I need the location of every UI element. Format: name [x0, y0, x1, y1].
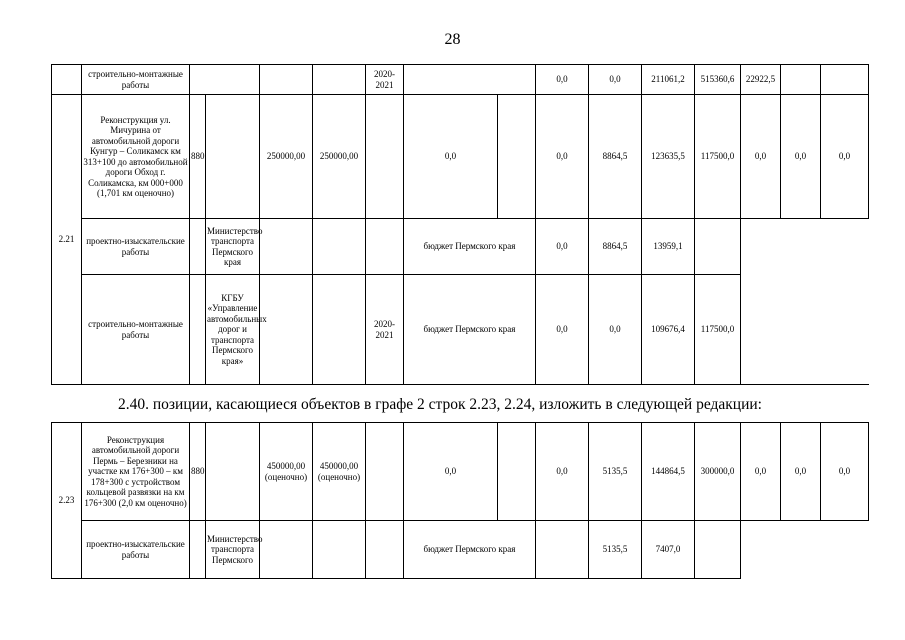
- cell-source: бюджет Пермского края: [404, 521, 536, 579]
- cell-pos: 2.23: [52, 423, 82, 579]
- cell-pos: 2.21: [52, 95, 82, 385]
- cell-v5: 0,0: [741, 95, 781, 219]
- cell-cost2: 450000,00 (оценочно): [313, 423, 366, 521]
- cell-name: проектно-изыскательские работы: [82, 219, 190, 275]
- cell-code: [190, 521, 206, 579]
- cell-v1: [536, 521, 589, 579]
- cell-years: 2020-2021: [366, 65, 404, 95]
- cell-name: строительно-монтажные работы: [82, 65, 190, 95]
- cell-customer: [206, 95, 260, 219]
- cell-v3: 123635,5: [642, 95, 695, 219]
- cell-name: проектно-изыскательские работы: [82, 521, 190, 579]
- cell-code: [190, 219, 206, 275]
- cell-v5: 0,0: [741, 423, 781, 521]
- cell-v4: 515360,6: [695, 65, 741, 95]
- budget-table-part-1: [51, 64, 869, 385]
- cell-cost1: 450000,00 (оценочно): [260, 423, 313, 521]
- page-number: 28: [444, 31, 461, 48]
- cell-cost1: [260, 521, 313, 579]
- table-row: [52, 65, 869, 95]
- cell-v7: [821, 65, 869, 95]
- cell-name: Реконструкция автомобильной дороги Пермь – Березники на участке км 176+300 – км 178+300 с устройством кольцевой развязки на км 176+300 (2,0 км оценочно): [82, 423, 190, 521]
- cell-customer: Министерство транспорта Пермского: [206, 521, 260, 579]
- cell-v6: [781, 65, 821, 95]
- cell-cost2: 250000,00: [313, 95, 366, 219]
- cell-blank: [741, 275, 869, 385]
- table-row: [52, 219, 869, 275]
- budget-table-part-2: [51, 422, 869, 579]
- cell-v4: [695, 219, 741, 275]
- cell-v2: 8864,5: [589, 95, 642, 219]
- cell-v2: 5135,5: [589, 521, 642, 579]
- cell-v4: [695, 521, 741, 579]
- cell-name: Реконструкция ул. Мичурина от автомобильной дороги Кунгур – Соликамск км 313+100 до автомобильной дороги Обход г. Соликамска, км 000+000 (1,701 км оценочно): [82, 95, 190, 219]
- cell-cost1: [260, 65, 313, 95]
- cell-v2: 0,0: [589, 275, 642, 385]
- cell-v2: 0,0: [589, 65, 642, 95]
- cell-v4: 300000,0: [695, 423, 741, 521]
- cell-v1: 0,0: [536, 423, 589, 521]
- cell-cost2: [313, 275, 366, 385]
- cell-code: 880: [190, 423, 206, 521]
- cell-v7: 0,0: [821, 95, 869, 219]
- cell-v1: 0,0: [536, 65, 589, 95]
- cell-pos: [52, 65, 82, 95]
- cell-source: бюджет Пермского края: [404, 275, 536, 385]
- cell-code: 880: [190, 95, 206, 219]
- cell-v3: 211061,2: [642, 65, 695, 95]
- cell-cost2: [313, 219, 366, 275]
- section-heading: 2.40. позиции, касающиеся объектов в графе 2 строк 2.23, 2.24, изложить в следующей редакции:: [118, 396, 762, 413]
- cell-source: [498, 95, 536, 219]
- cell-code: [190, 275, 206, 385]
- cell-v3: 109676,4: [642, 275, 695, 385]
- cell-cost1: [260, 219, 313, 275]
- cell-v2: 5135,5: [589, 423, 642, 521]
- cell-v4: 117500,0: [695, 275, 741, 385]
- cell-v1: 0,0: [536, 95, 589, 219]
- cell-cost2: [313, 65, 366, 95]
- table-row: [52, 95, 869, 219]
- cell-cost1: [260, 275, 313, 385]
- cell-customer: [190, 65, 260, 95]
- table-row: [52, 423, 869, 521]
- cell-v7: 0,0: [821, 423, 869, 521]
- cell-years: [366, 423, 404, 521]
- cell-years: [366, 95, 404, 219]
- cell-years: 2020-2021: [366, 275, 404, 385]
- cell-cost2: [313, 521, 366, 579]
- cell-name: строительно-монтажные работы: [82, 275, 190, 385]
- cell-source: [498, 423, 536, 521]
- table-row: [52, 521, 869, 579]
- cell-v2: 8864,5: [589, 219, 642, 275]
- cell-before: 0,0: [404, 423, 498, 521]
- cell-before: 0,0: [404, 95, 498, 219]
- cell-v5: 22922,5: [741, 65, 781, 95]
- cell-blank: [741, 521, 869, 579]
- cell-years: [366, 521, 404, 579]
- cell-blank: [741, 219, 869, 275]
- cell-customer: [206, 423, 260, 521]
- cell-v3: 13959,1: [642, 219, 695, 275]
- cell-customer: Министерство транспорта Пермского края: [206, 219, 260, 275]
- cell-v1: 0,0: [536, 275, 589, 385]
- table-row: [52, 275, 869, 385]
- cell-v6: 0,0: [781, 95, 821, 219]
- cell-source: [404, 65, 536, 95]
- cell-v3: 144864,5: [642, 423, 695, 521]
- cell-cost1: 250000,00: [260, 95, 313, 219]
- cell-customer: КГБУ «Управление автомобильных дорог и транспорта Пермского края»: [206, 275, 260, 385]
- cell-v3: 7407,0: [642, 521, 695, 579]
- cell-v4: 117500,0: [695, 95, 741, 219]
- cell-source: бюджет Пермского края: [404, 219, 536, 275]
- cell-v6: 0,0: [781, 423, 821, 521]
- cell-years: [366, 219, 404, 275]
- cell-v1: 0,0: [536, 219, 589, 275]
